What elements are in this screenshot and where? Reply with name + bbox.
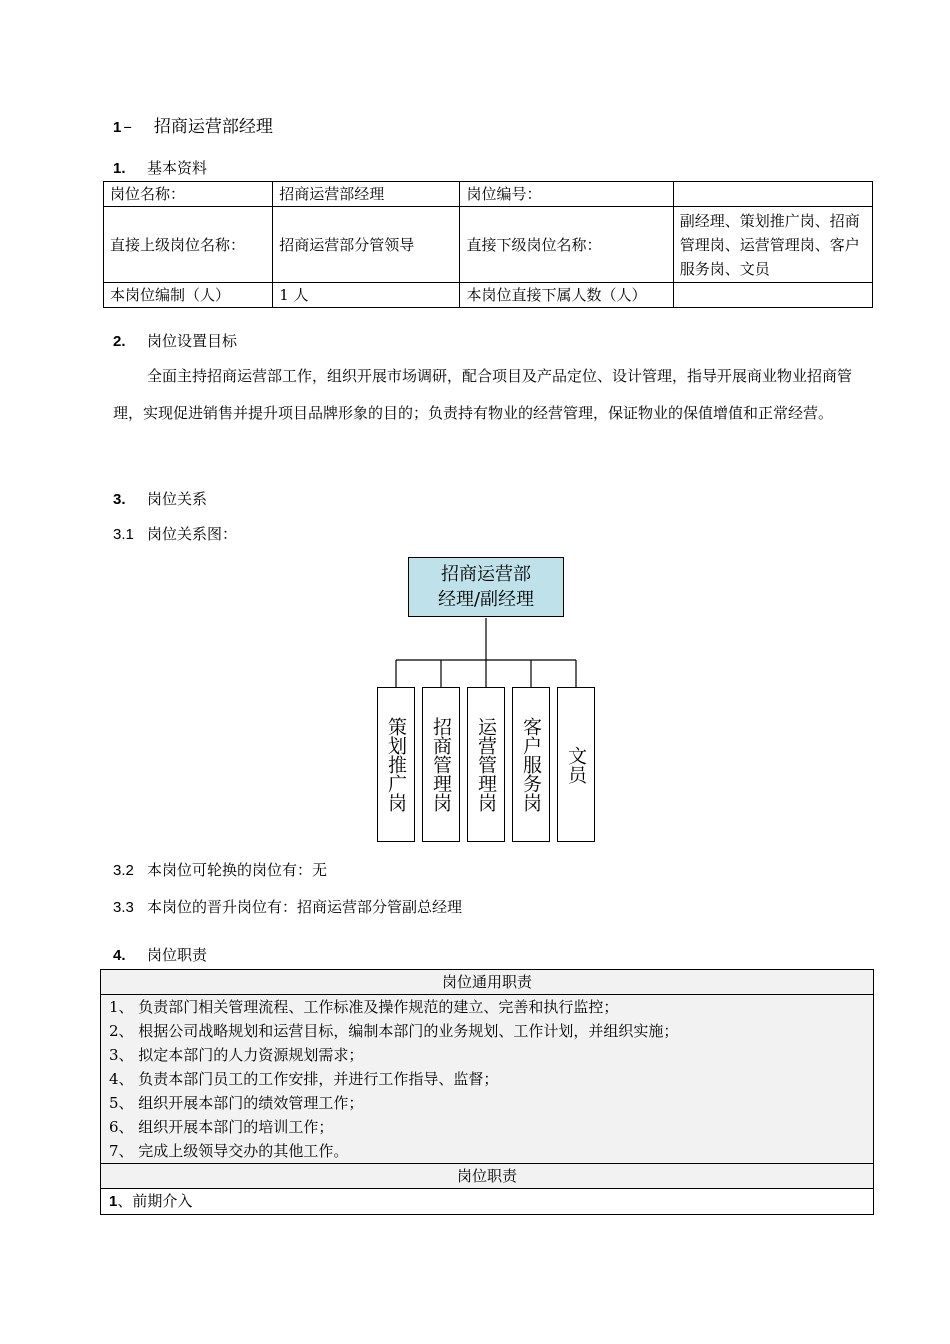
- section-3-2-title: 本岗位可轮换的岗位有：无: [147, 861, 328, 879]
- list-item: 5、 组织开展本部门的绩效管理工作；: [101, 1091, 874, 1115]
- section-3-title: 岗位关系: [147, 490, 208, 508]
- table-cell: 招商运营部经理: [273, 182, 460, 207]
- org-box-planning: 策划推广岗: [377, 687, 415, 842]
- title-number: 1: [113, 119, 122, 136]
- job-duty-header: 岗位职责: [101, 1164, 874, 1189]
- section-2-number: 2.: [113, 333, 126, 350]
- duty-table: [100, 969, 874, 1215]
- org-box-operations: 运营管理岗: [467, 687, 505, 842]
- list-item: 1、 负责部门相关管理流程、工作标准及操作规范的建立、完善和执行监控；: [101, 995, 874, 1020]
- table-cell: 岗位名称：: [104, 182, 273, 207]
- list-item: 3、 拟定本部门的人力资源规划需求；: [101, 1043, 874, 1067]
- table-cell: 直接上级岗位名称：: [104, 207, 273, 283]
- org-box-customer-service: 客户服务岗: [512, 687, 550, 842]
- list-item: 4、 负责本部门员工的工作安排，并进行工作指导、监督；: [101, 1067, 874, 1091]
- section-3-3-title: 本岗位的晋升岗位有：招商运营部分管副总经理: [147, 898, 463, 916]
- table-cell: 岗位编号：: [460, 182, 673, 207]
- org-box-manager: [408, 557, 564, 617]
- section-4-title: 岗位职责: [147, 946, 208, 964]
- job-duty-item-1: [101, 1189, 874, 1215]
- table-cell: 直接下级岗位名称：: [460, 207, 673, 283]
- general-duty-header: 岗位通用职责: [101, 970, 874, 995]
- table-cell: 招商运营部分管领导: [273, 207, 460, 283]
- list-item: 2、 根据公司战略规划和运营目标，编制本部门的业务规划、工作计划，并组织实施；: [101, 1019, 874, 1043]
- org-box-leasing: 招商管理岗: [422, 687, 460, 842]
- section-3-number: 3.: [113, 491, 126, 508]
- title-text: 招商运营部经理: [153, 117, 273, 137]
- job-duty-item-text: 、前期介入: [117, 1192, 193, 1210]
- org-box-manager-line2: 经理/副经理: [437, 589, 535, 610]
- section-2-paragraph: 全面主持招商运营部工作，组织开展市场调研，配合项目及产品定位、设计管理，指导开展商业物业招商管理，实现促进销售并提升项目品牌形象的目的；负责持有物业的经营管理，保证物业的保值增值和正常经营。: [113, 367, 853, 422]
- table-cell: 本岗位直接下属人数（人）: [460, 283, 673, 308]
- section-3-3-heading: [113, 896, 462, 917]
- org-box-clerk: 文员: [557, 687, 595, 842]
- table-cell: 1 人: [273, 283, 460, 308]
- section-2-title: 岗位设置目标: [147, 332, 238, 350]
- job-duty-item-number: 1: [109, 1193, 118, 1210]
- section-3-2-number: 3.2: [113, 862, 134, 879]
- org-box-manager-line1: 招商运营部: [440, 564, 531, 585]
- section-3-1-number: 3.1: [113, 526, 134, 543]
- title-dash: –: [123, 117, 132, 137]
- list-item: 6、 组织开展本部门的培训工作；: [101, 1115, 874, 1139]
- section-3-1-title: 岗位关系图：: [147, 525, 238, 543]
- section-1-number: 1.: [113, 160, 126, 177]
- section-3-2-heading: [113, 859, 327, 880]
- section-4-number: 4.: [113, 947, 126, 964]
- section-3-3-number: 3.3: [113, 899, 134, 916]
- section-1-title: 基本资料: [147, 159, 208, 177]
- section-4-heading: [113, 944, 207, 965]
- table-cell: 本岗位编制（人）: [104, 283, 273, 308]
- table-cell: 副经理、策划推广岗、招商管理岗、运营管理岗、客户服务岗、文员: [673, 207, 872, 283]
- list-item: 7、 完成上级领导交办的其他工作。: [101, 1139, 874, 1164]
